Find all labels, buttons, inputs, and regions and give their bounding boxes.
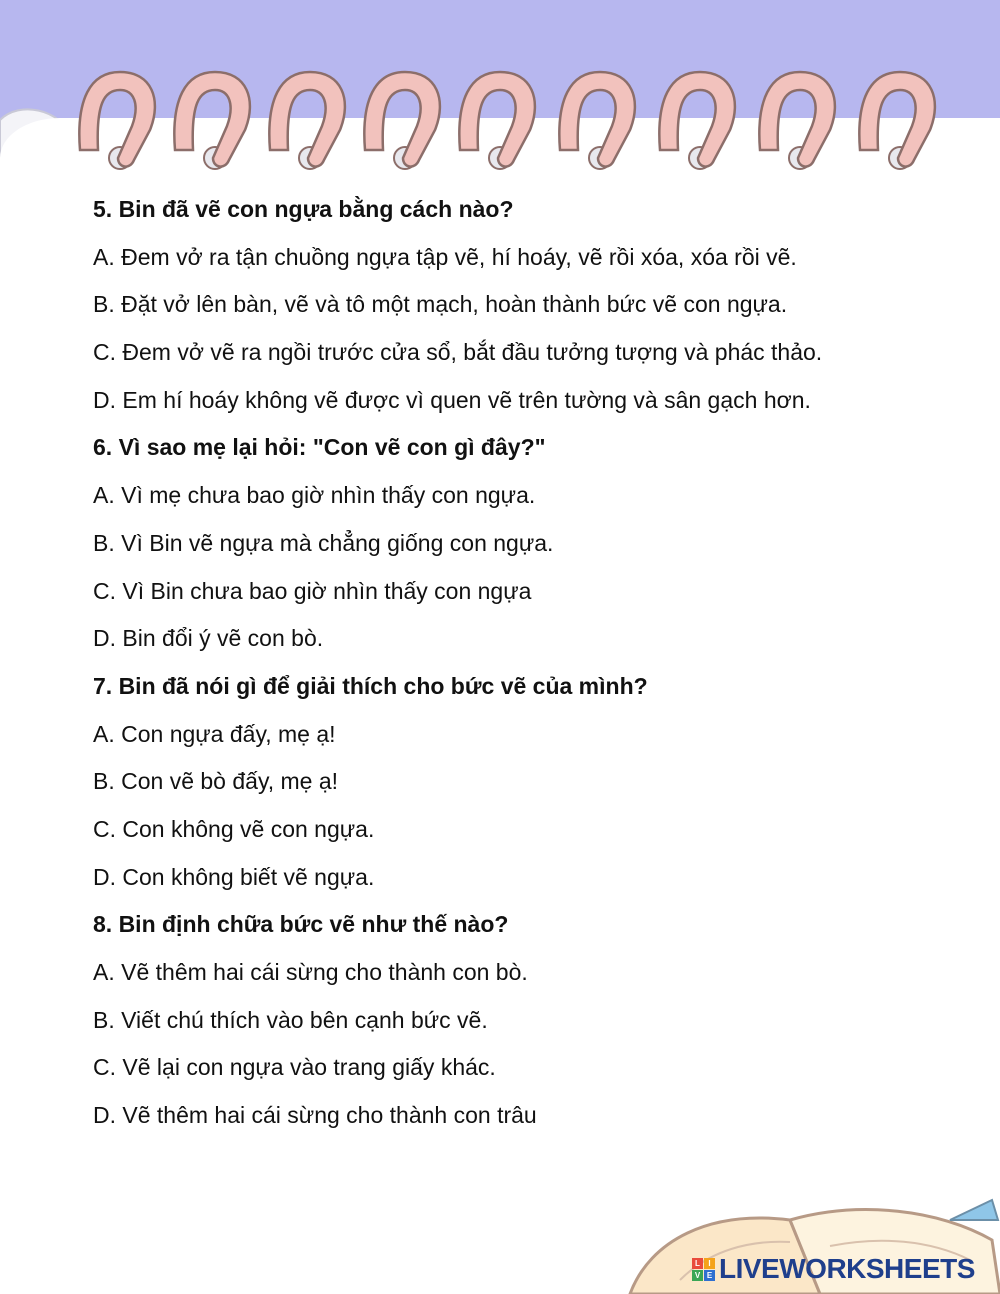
- question-7-option-c[interactable]: C. Con không vẽ con ngựa.: [93, 815, 375, 842]
- question-7-text: 7. Bin đã nói gì để giải thích cho bức vẽ của mình?: [93, 672, 648, 699]
- liveworksheets-logo: [692, 1252, 975, 1286]
- question-6-option-a[interactable]: A. Vì mẹ chưa bao giờ nhìn thấy con ngựa.: [93, 482, 536, 509]
- spiral-binding: [0, 0, 1000, 200]
- question-5-option-d[interactable]: D. Em hí hoáy không vẽ được vì quen vẽ trên tường và sân gạch hơn.: [93, 386, 811, 413]
- question-6-option-c[interactable]: C. Vì Bin chưa bao giờ nhìn thấy con ngựa: [93, 577, 532, 604]
- logo-mark-letter: V: [692, 1270, 703, 1281]
- logo-mark-icon: [692, 1258, 715, 1281]
- question-6-text: 6. Vì sao mẹ lại hỏi: "Con vẽ con gì đây?": [93, 434, 546, 461]
- quiz-content: [93, 186, 973, 1140]
- question-8-option-d[interactable]: D. Vẽ thêm hai cái sừng cho thành con trâu: [93, 1102, 537, 1129]
- question-5-option-b[interactable]: B. Đặt vở lên bàn, vẽ và tô một mạch, hoàn thành bức vẽ con ngựa.: [93, 291, 788, 318]
- question-block-6: [93, 424, 973, 662]
- question-8-option-a[interactable]: A. Vẽ thêm hai cái sừng cho thành con bò.: [93, 959, 528, 985]
- question-6-option-b[interactable]: B. Vì Bin vẽ ngựa mà chẳng giống con ngựa.: [93, 529, 554, 556]
- question-6-option-d[interactable]: D. Bin đổi ý vẽ con bò.: [93, 625, 324, 652]
- question-5-text: 5. Bin đã vẽ con ngựa bằng cách nào?: [93, 196, 514, 222]
- question-8-option-c[interactable]: C. Vẽ lại con ngựa vào trang giấy khác.: [93, 1054, 496, 1081]
- question-8-text: 8. Bin định chữa bức vẽ như thế nào?: [93, 911, 509, 938]
- logo-mark-letter: L: [692, 1258, 703, 1269]
- question-5-option-c[interactable]: C. Đem vở vẽ ra ngồi trước cửa sổ, bắt đầu tưởng tượng và phác thảo.: [93, 339, 823, 366]
- question-7-option-d[interactable]: D. Con không biết vẽ ngựa.: [93, 863, 375, 890]
- question-7-option-a[interactable]: A. Con ngựa đấy, mẹ ạ!: [93, 720, 336, 747]
- logo-mark-letter: I: [704, 1258, 715, 1269]
- question-8-option-b[interactable]: B. Viết chú thích vào bên cạnh bức vẽ.: [93, 1006, 488, 1033]
- question-block-5: [93, 186, 973, 424]
- question-block-7: [93, 663, 973, 901]
- question-7-option-b[interactable]: B. Con vẽ bò đấy, mẹ ạ!: [93, 768, 339, 795]
- logo-text: LIVEWORKSHEETS: [719, 1253, 975, 1284]
- logo-mark-letter: E: [704, 1270, 715, 1281]
- question-block-8: [93, 901, 973, 1139]
- question-5-option-a[interactable]: A. Đem vở ra tận chuồng ngựa tập vẽ, hí hoáy, vẽ rồi xóa, xóa rồi vẽ.: [93, 243, 797, 270]
